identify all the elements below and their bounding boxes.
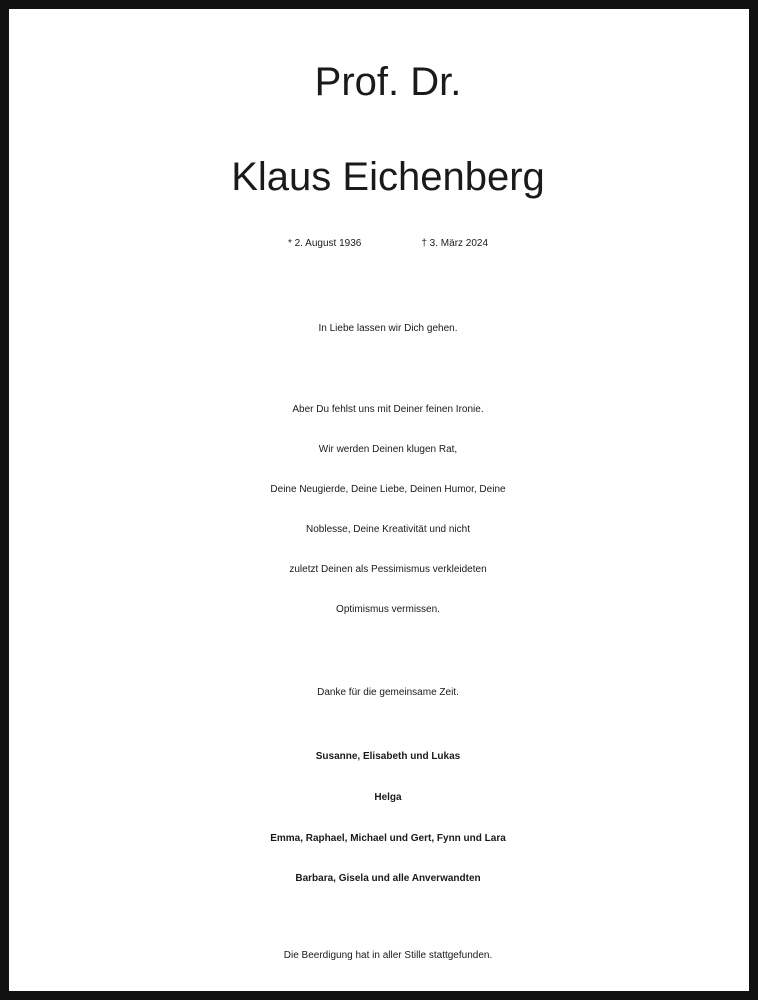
poem-line: Noblesse, Deine Kreativität und nicht <box>306 524 470 535</box>
poem-line: zuletzt Deinen als Pessimismus verkleideten <box>289 564 487 575</box>
mourner-line: Helga <box>374 792 402 803</box>
poem-line: Deine Neugierde, Deine Liebe, Deinen Humor, Deine <box>270 484 506 495</box>
deceased-title: Prof. Dr. <box>314 60 462 104</box>
mourner-line: Susanne, Elisabeth und Lukas <box>315 751 461 762</box>
funeral-note: Die Beerdigung hat in aller Stille stattgefunden. <box>283 950 493 961</box>
mourner-line: Emma, Raphael, Michael und Gert, Fynn und Lara <box>270 833 506 844</box>
poem-line: Wir werden Deinen klugen Rat, <box>318 444 458 455</box>
poem-line: Optimismus vermissen. <box>336 604 440 615</box>
life-dates <box>9 227 758 261</box>
poem-line: Aber Du fehlst uns mit Deiner feinen Ironie. <box>292 404 484 415</box>
death-date: † 3. März 2024 <box>421 238 489 249</box>
intro-line: In Liebe lassen wir Dich gehen. <box>318 323 458 334</box>
mourner-line: Barbara, Gisela und alle Anverwandten <box>295 873 481 884</box>
birth-date: * 2. August 1936 <box>287 238 362 249</box>
thanks-line: Danke für die gemeinsame Zeit. <box>317 687 459 698</box>
deceased-name: Klaus Eichenberg <box>231 155 545 199</box>
